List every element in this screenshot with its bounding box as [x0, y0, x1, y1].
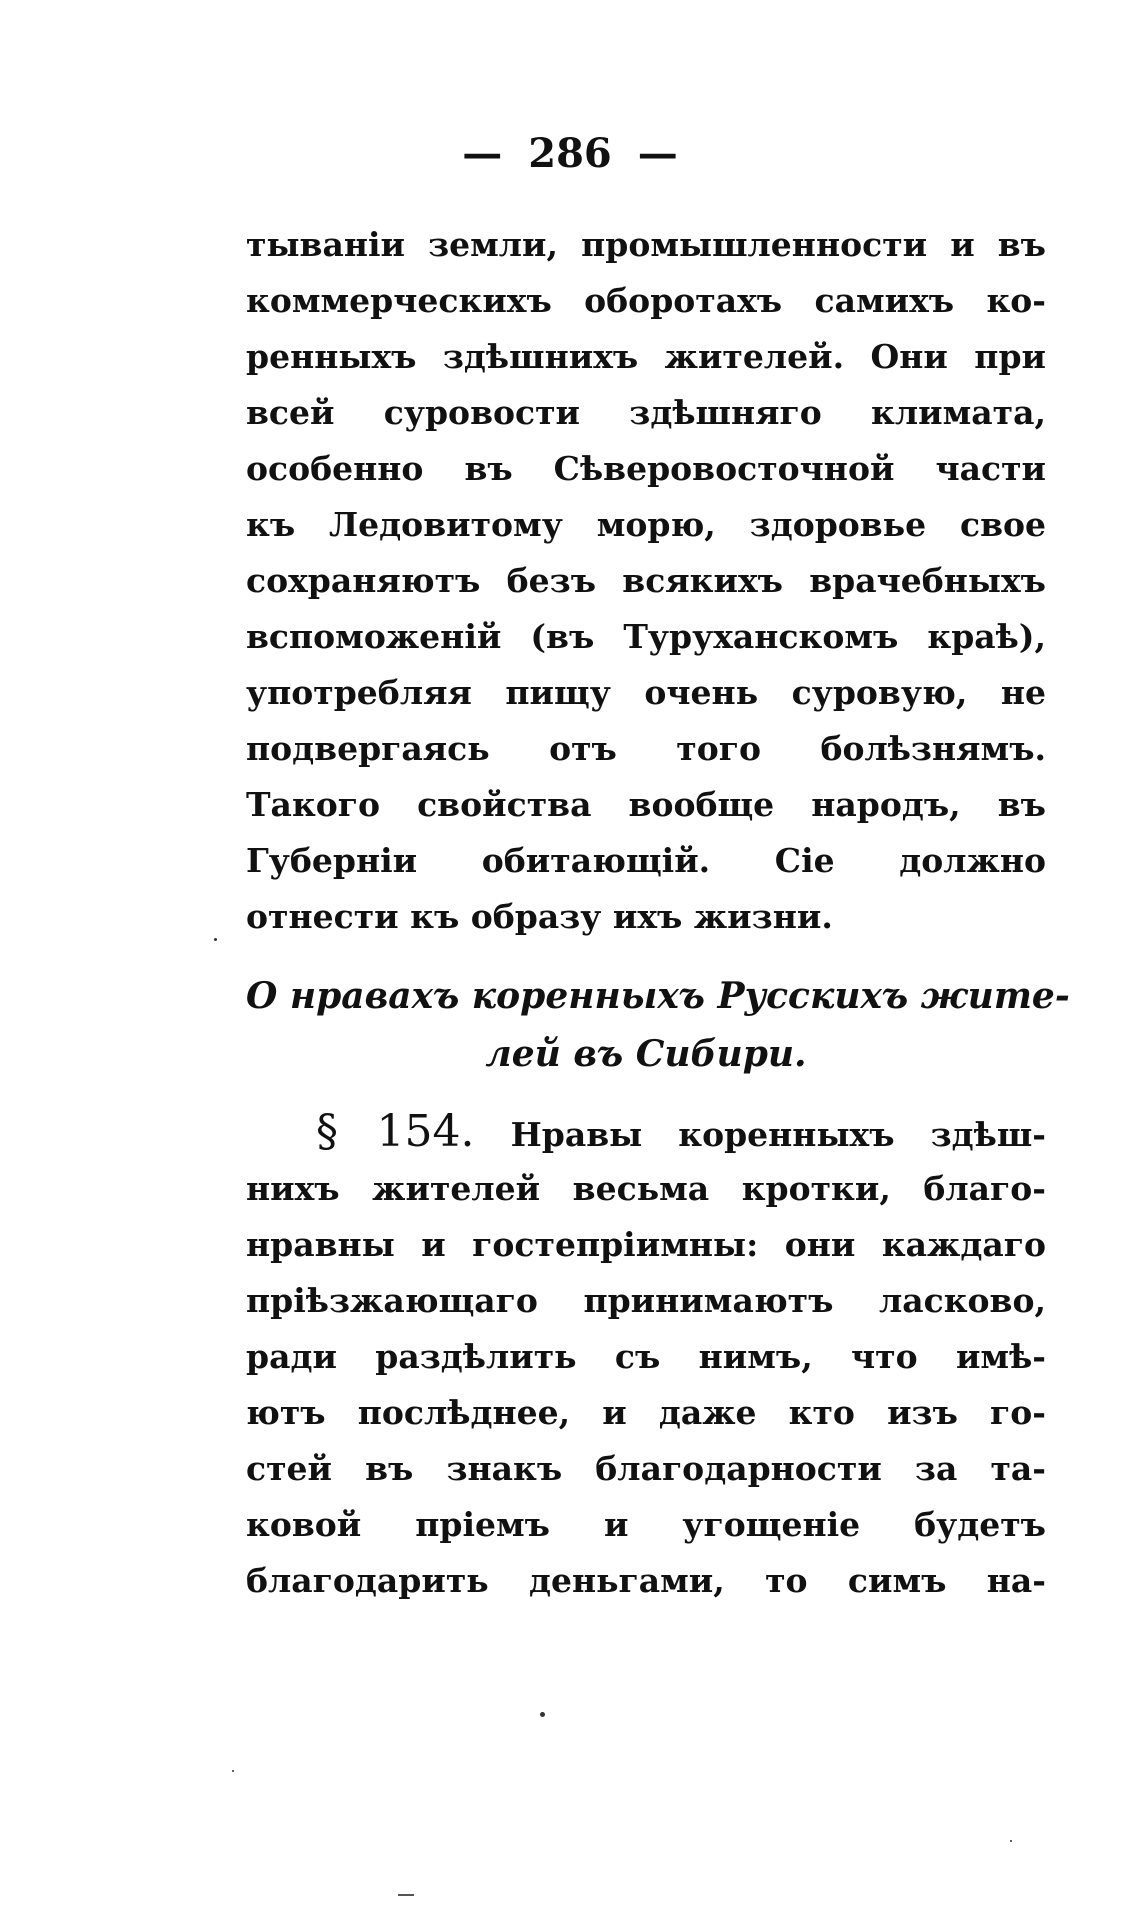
- page-number-dash-left: —: [462, 130, 503, 177]
- text-line: подвергаясь отъ того болѣзнямъ.: [246, 729, 1046, 768]
- text-line: тываніи земли, промышленности и въ: [246, 225, 1046, 264]
- text-line: пріѣзжающаго принимаютъ ласково,: [246, 1281, 1046, 1320]
- text-line: [246, 1106, 1046, 1157]
- text-line: къ Ледовитому морю, здоровье свое: [246, 505, 1046, 544]
- heading-line: лей въ Сибири.: [485, 1033, 807, 1075]
- text-line: Такого свойства вообще народъ, въ: [246, 785, 1046, 824]
- paper-speck: [232, 1770, 234, 1772]
- text-line-content: Нравы коренныхъ здѣш-: [510, 1115, 1046, 1154]
- heading-line: О нравахъ коренныхъ Русскихъ жите-: [246, 975, 1070, 1017]
- text-line: Губерніи обитающій. Сіе должно: [246, 841, 1046, 880]
- text-line: ютъ послѣднее, и даже кто изъ го-: [246, 1393, 1046, 1432]
- text-line: благодарить деньгами, то симъ на-: [246, 1561, 1046, 1600]
- text-line: нихъ жителей весьма кротки, благо-: [246, 1169, 1046, 1208]
- text-line: употребляя пищу очень суровую, не: [246, 673, 1046, 712]
- page-number-value: 286: [528, 130, 612, 177]
- text-line: особенно въ Сѣверовосточной части: [246, 449, 1046, 488]
- paper-speck: [214, 938, 217, 941]
- text-line: нравны и гостепріимны: они каждаго: [246, 1225, 1046, 1264]
- text-line: сохраняютъ безъ всякихъ врачебныхъ: [246, 561, 1046, 600]
- paper-speck: [540, 1712, 545, 1717]
- text-line: ковой пріемъ и угощеніе будетъ: [246, 1505, 1046, 1544]
- text-line: отнести къ образу ихъ жизни.: [246, 897, 833, 936]
- text-line: вспоможеній (въ Туруханскомъ краѣ),: [246, 617, 1046, 656]
- page-number: [0, 130, 1140, 177]
- text-line: ренныхъ здѣшнихъ жителей. Они при: [246, 337, 1046, 376]
- text-line: стей въ знакъ благодарности за та-: [246, 1449, 1046, 1488]
- paper-mark: [398, 1894, 414, 1896]
- text-line: коммерческихъ оборотахъ самихъ ко-: [246, 281, 1046, 320]
- text-line: ради раздѣлить съ нимъ, что имѣ-: [246, 1337, 1046, 1376]
- text-line: всей суровости здѣшняго климата,: [246, 393, 1046, 432]
- section-number: § 154.: [316, 1106, 475, 1157]
- page-number-dash-right: —: [637, 130, 678, 177]
- paper-speck: [1010, 1840, 1012, 1842]
